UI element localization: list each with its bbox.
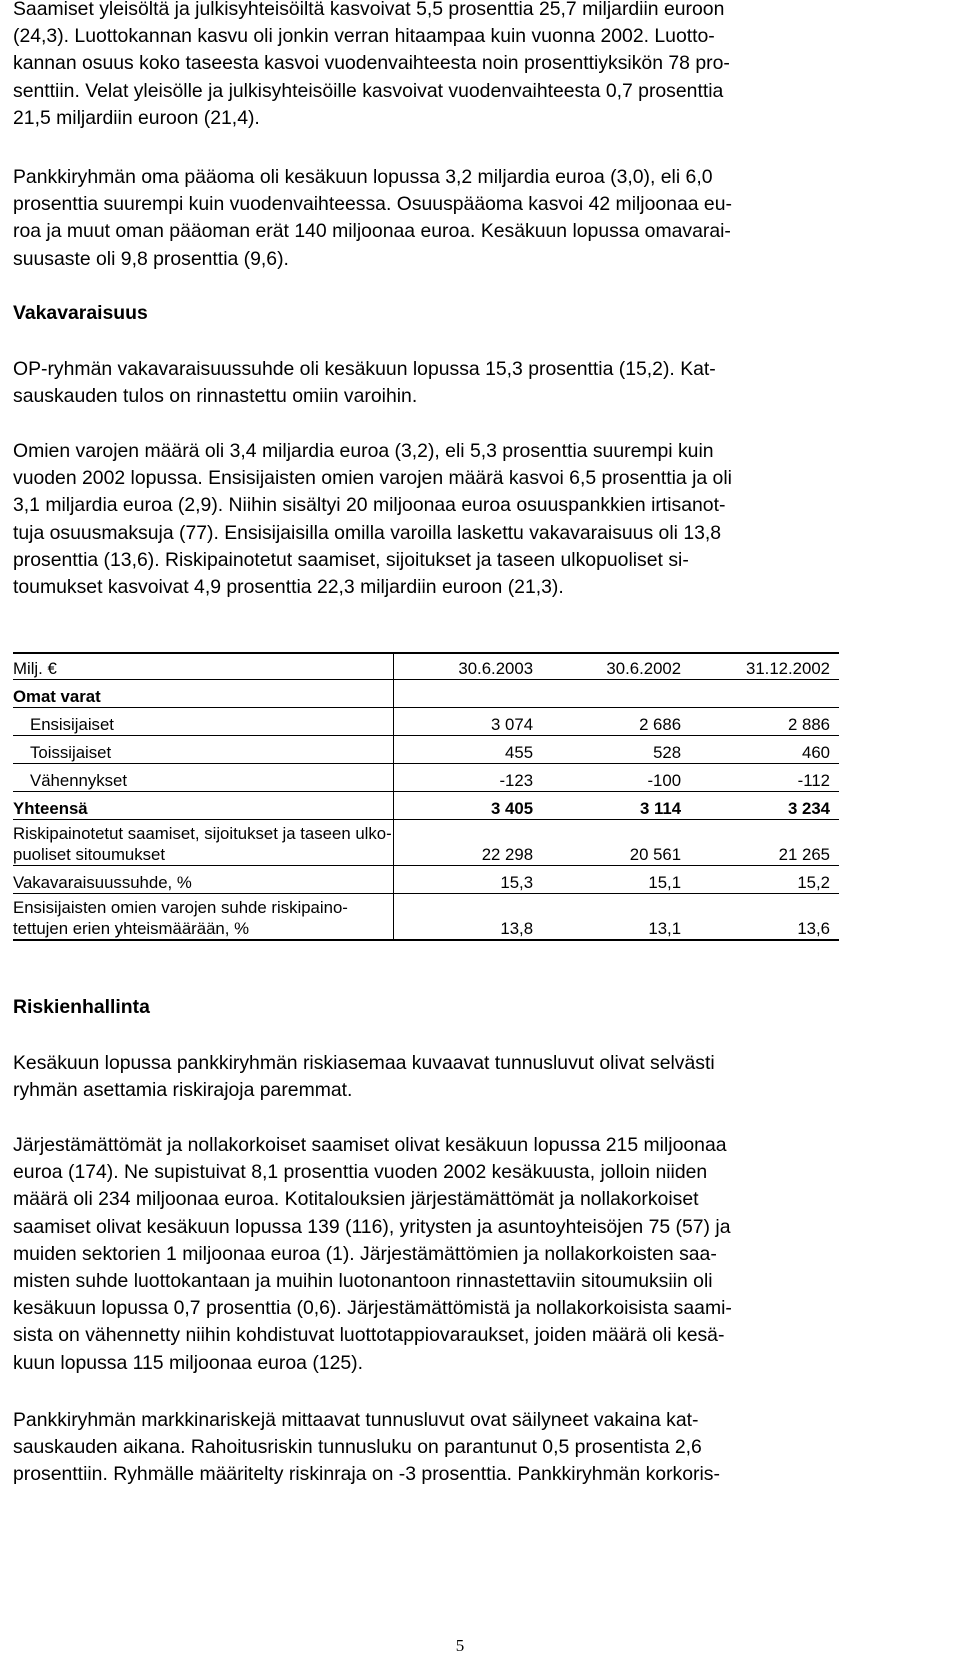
cell-value: 13,8	[394, 894, 543, 941]
table-row	[13, 820, 839, 866]
row-label: Riskipainotetut saamiset, sijoitukset ja taseen ulko- puoliset sitoumukset	[13, 820, 394, 866]
heading-vakavaraisuus: Vakavaraisuus	[13, 302, 148, 324]
section-label: Omat varat	[13, 680, 394, 708]
row-label: Ensisijaisten omien varojen suhde riskipaino- tettujen erien yhteismäärään, %	[13, 894, 394, 941]
cell-value: 15,1	[542, 866, 690, 894]
cell-value: 20 561	[542, 820, 690, 866]
cell-value: 3 405	[394, 792, 543, 820]
header-col-30-6-2003: 30.6.2003	[394, 653, 543, 680]
cell-value: 2 886	[690, 708, 839, 736]
cell-value: 3 114	[542, 792, 690, 820]
cell-value: 13,1	[542, 894, 690, 941]
row-label: Vähennykset	[13, 764, 394, 792]
cell-value: 460	[690, 736, 839, 764]
cell-value: 2 686	[542, 708, 690, 736]
cell-value: 22 298	[394, 820, 543, 866]
cell-value: 455	[394, 736, 543, 764]
page-number: 5	[455, 1636, 465, 1655]
paragraph-equity: Pankkiryhmän oma pääoma oli kesäkuun lopussa 3,2 miljardia euroa (3,0), eli 6,0 prosenttia suurempi kuin vuodenvaihteessa. Osuuspääoma kasvoi 42 miljoonaa eu- roa ja muut oman pääoman erät 140 miljoonaa euroa. Kesäkuun lopussa omavarai- suusaste oli 9,8 prosenttia (9,6).	[13, 166, 732, 270]
table-row	[13, 764, 839, 792]
cell-value: 15,3	[394, 866, 543, 894]
paragraph-market-risk: Pankkiryhmän markkinariskejä mittaavat tunnusluvut ovat säilyneet vakaina kat- sauskauden aikana. Rahoitusriskin tunnusluku on parantunut 0,5 prosentista 2,6 prosenttiin. Ryhmälle määritelty riskinraja on -3 prosenttia. Pankkiryhmän korkoris-	[13, 1409, 720, 1486]
row-label: Yhteensä	[13, 792, 394, 820]
paragraph-risk-position: Kesäkuun lopussa pankkiryhmän riskiasemaa kuvaavat tunnusluvut olivat selvästi ryhmän asettamia riskirajoja paremmat.	[13, 1052, 715, 1102]
cell-value: 15,2	[690, 866, 839, 894]
table-section-row	[13, 680, 839, 708]
header-unit: Milj. €	[13, 653, 394, 680]
table-row	[13, 866, 839, 894]
table-total-row	[13, 792, 839, 820]
cell-value: 3 074	[394, 708, 543, 736]
cell-value: 528	[542, 736, 690, 764]
paragraph-capital-ratio: OP-ryhmän vakavaraisuussuhde oli kesäkuun lopussa 15,3 prosenttia (15,2). Kat- sauskauden tulos on rinnastettu omiin varoihin.	[13, 358, 716, 408]
row-label: Ensisijaiset	[13, 708, 394, 736]
cell-value: -112	[690, 764, 839, 792]
cell-value: -100	[542, 764, 690, 792]
row-label: Vakavaraisuussuhde, %	[13, 866, 394, 894]
paragraph-own-funds: Omien varojen määrä oli 3,4 miljardia euroa (3,2), eli 5,3 prosenttia suurempi kuin vuoden 2002 lopussa. Ensisijaisten omien varojen määrä kasvoi 6,5 prosenttia ja oli 3,1 miljardia euroa (2,9). Niihin sisältyi 20 miljoonaa euroa osuuspankkien irtisanot- tuja osuusmaksuja (77). Ensisijaisilla omilla varoilla laskettu vakavaraisuus oli 13,8 prosenttia (13,6). Riskipainotetut saamiset, sijoitukset ja taseen ulkopuoliset si- toumukset kasvoivat 4,9 prosenttia 22,3 miljardiin euroon (21,3).	[13, 440, 732, 599]
heading-riskienhallinta: Riskienhallinta	[13, 996, 150, 1018]
row-label: Toissijaiset	[13, 736, 394, 764]
table-row	[13, 894, 839, 941]
cell-value: 3 234	[690, 792, 839, 820]
header-col-31-12-2002: 31.12.2002	[690, 653, 839, 680]
header-col-30-6-2002: 30.6.2002	[542, 653, 690, 680]
table-header-row	[13, 653, 839, 680]
paragraph-loans: Saamiset yleisöltä ja julkisyhteisöiltä kasvoivat 5,5 prosenttia 25,7 miljardiin euroon (24,3). Luottokannan kasvu oli jonkin verran hitaampaa kuin vuonna 2002. Luotto- kannan osuus koko taseesta kasvoi vuodenvaihteesta noin prosenttiyksikön 78 pro- senttiin. Velat yleisölle ja julkisyhteisöille kasvoivat vuodenvaihteesta 0,7 prosenttia 21,5 miljardiin euroon (21,4).	[13, 0, 730, 129]
cell-value: 13,6	[690, 894, 839, 941]
paragraph-nonperforming: Järjestämättömät ja nollakorkoiset saamiset olivat kesäkuun lopussa 215 miljoonaa euroa (174). Ne supistuivat 8,1 prosenttia vuoden 2002 kesäkuusta, jolloin niiden määrä oli 234 miljoonaa euroa. Kotitalouksien järjestämättömät ja nollakorkoiset saamiset olivat kesäkuun lopussa 139 (116), yritysten ja asuntoyhteisöjen 75 (57) ja muiden sektorien 1 miljoonaa euroa (1). Järjestämättömien ja nollakorkoisten saa- misten suhde luottokantaan ja muihin luotonantoon rinnastettaviin sitoumuksiin oli kesäkuun lopussa 0,7 prosenttia (0,6). Järjestämättömistä ja nollakorkoisista saami- sista on vähennetty niihin kohdistuvat luottotappiovaraukset, joiden määrä oli kesä- kuun lopussa 115 miljoonaa euroa (125).	[13, 1134, 732, 1374]
cell-value: 21 265	[690, 820, 839, 866]
table-row	[13, 708, 839, 736]
cell-value: -123	[394, 764, 543, 792]
capital-adequacy-table	[13, 652, 839, 941]
table-row	[13, 736, 839, 764]
